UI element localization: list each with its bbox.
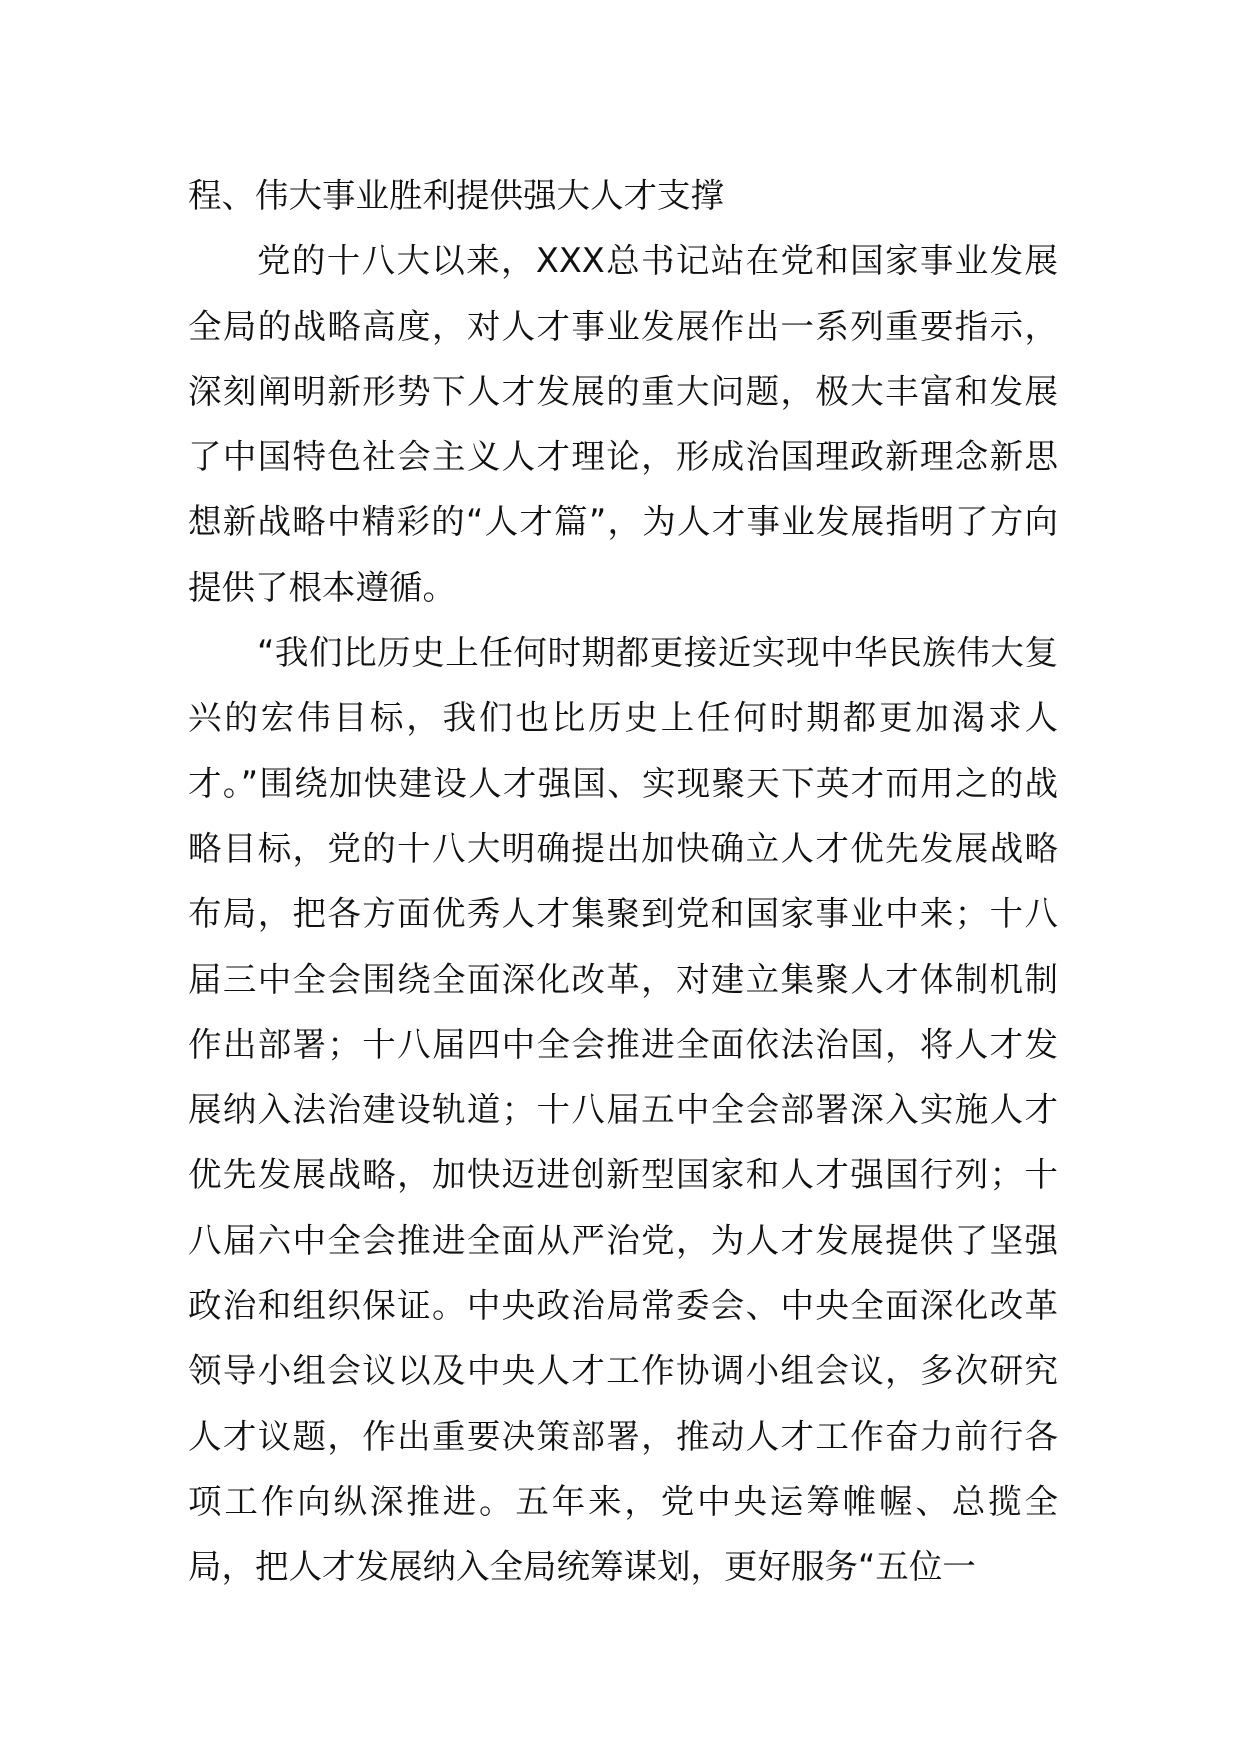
paragraph-talent-strategy: “我们比历史上任何时期都更接近实现中华民族伟大复兴的宏伟目标，我们也比历史上任何时期都更加渴求人才。”围绕加快建设人才强国、实现聚天下英才而用之的战略目标，党的十八大明确提出加快确立人才优先发展战略布局，把各方面优秀人才集聚到党和国家事业中来；十八届三中全会围绕全面深化改革，对建立集聚人才体制机制作出部署；十八届四中全会推进全面依法治国，将人才发展纳入法治建设轨道；十八届五中全会部署深入实施人才优先发展战略，加快迈进创新型国家和人才强国行列；十八届六中全会推进全面从严治党，为人才发展提供了坚强政治和组织保证。中央政治局常委会、中央全面深化改革领导小组会议以及中央人才工作协调小组会议，多次研究人才议题，作出重要决策部署，推动人才工作奋力前行各项工作向纵深推进。五年来，党中央运筹帷幄、总揽全局，把人才发展纳入全局统筹谋划，更好服务“五位一	[188, 633, 1058, 1587]
paragraph-continuation: 程、伟大事业胜利提供强大人才支撑	[188, 176, 724, 215]
paragraph-party-congress: 党的十八大以来，XXX总书记站在党和国家事业发展全局的战略高度，对人才事业发展作出一系列重要指示，深刻阐明新形势下人才发展的重大问题，极大丰富和发展了中国特色社会主义人才理论，形成治国理政新理念新思想新战略中精彩的“人才篇”，为人才事业发展指明了方向提供了根本遵循。	[188, 241, 1058, 607]
document-body	[188, 163, 1058, 1600]
